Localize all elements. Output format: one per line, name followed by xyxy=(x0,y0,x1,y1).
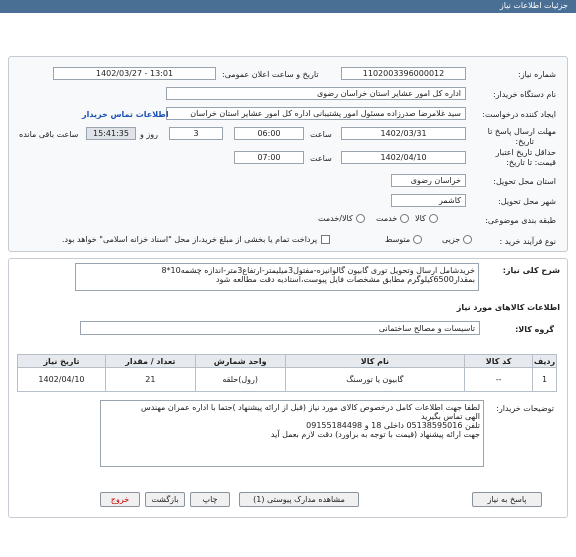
treasury-payment-option[interactable]: پرداخت تمام یا بخشی از مبلغ خرید،از محل "اسناد خزانه اسلامی" خواهد بود. xyxy=(62,235,330,244)
notes-line-1: لطفا جهت اطلاعات کامل درخصوص کالای مورد نیاز (قبل از ارائه پیشنهاد )حتما با اداره عمران مهندس xyxy=(140,403,480,412)
col-code: کد کالا xyxy=(465,355,533,368)
goods-group-label: گروه کالا: xyxy=(515,325,554,334)
page-header xyxy=(0,0,576,13)
validity-date-field: 1402/04/10 xyxy=(341,151,466,164)
col-qty: تعداد / مقدار xyxy=(105,355,195,368)
buyer-notes-label: توضیحات خریدار: xyxy=(496,404,554,413)
radio-medium[interactable] xyxy=(413,235,422,244)
col-unit: واحد شمارش xyxy=(195,355,285,368)
cell-qty: 21 xyxy=(105,368,195,392)
radio-goods[interactable] xyxy=(429,214,438,223)
col-date: تاریخ نیاز xyxy=(18,355,106,368)
col-row: ردیف xyxy=(533,356,556,366)
city-label: شهر محل تحویل: xyxy=(498,197,556,206)
category-option-goods-service[interactable]: کالا/خدمت xyxy=(318,214,365,223)
min-validity-label-date: قیمت: تا تاریخ: xyxy=(506,158,556,167)
buyer-org-label: نام دستگاه خریدار: xyxy=(493,90,556,99)
category-label: طبقه بندی موضوعی: xyxy=(485,216,556,225)
province-field: خراسان رضوی xyxy=(391,174,466,187)
purchase-type-label: نوع فرآیند خرید : xyxy=(499,237,556,246)
cell-date: 1402/04/10 xyxy=(18,368,106,392)
creator-label: ایجاد کننده درخواست: xyxy=(482,110,556,119)
days-remaining-field: 3 xyxy=(169,127,223,140)
goods-table xyxy=(17,354,557,392)
buyer-org-field: اداره کل امور عشایر استان خراسان رضوی xyxy=(166,87,466,100)
description-line-2: بمقدار6500کیلوگرم مطابق مشخصات فایل پیوست،استادیه دقت مطالعه شود xyxy=(215,275,475,284)
description-line-1: خریدشامل ارسال وتحویل توری گابیون گالوانیزه-مفتول3میلیمتر-ارتفاع3متر-اندازه چشمه10*8 xyxy=(161,266,475,275)
view-attachments-button[interactable]: مشاهده مدارک پیوستی (1) xyxy=(239,492,359,507)
print-button[interactable]: چاپ xyxy=(190,492,230,507)
deadline-label-date: تاریخ: xyxy=(515,137,534,146)
cell-code: -- xyxy=(465,368,533,392)
goods-section-title: اطلاعات کالاهای مورد نیاز xyxy=(456,303,560,312)
city-field: کاشمر xyxy=(391,194,466,207)
min-validity-label: حداقل تاریخ اعتبار xyxy=(495,148,556,157)
table-row xyxy=(18,368,557,392)
purchase-type-medium[interactable]: متوسط xyxy=(385,235,422,244)
cell-row: 1 xyxy=(533,368,557,392)
cell-name: گابیون یا تورسنگ xyxy=(285,368,465,392)
notes-line-3: تلفن 05138595016 داخلی 18 و 09155184498 xyxy=(306,421,480,430)
radio-goods-service[interactable] xyxy=(356,214,365,223)
deadline-date-field: 1402/03/31 xyxy=(341,127,466,140)
deadline-time-label: ساعت xyxy=(310,130,332,139)
radio-minor[interactable] xyxy=(463,235,472,244)
category-option-goods[interactable]: کالا xyxy=(415,214,438,223)
creator-field: سید غلامرضا صدرزاده مسئول امور پشتیبانی اداره کل امور عشایر استان خراسان xyxy=(166,107,466,120)
page-title: جزئیات اطلاعات نیاز xyxy=(499,1,568,10)
days-label: روز و xyxy=(140,130,158,139)
deadline-time-field: 06:00 xyxy=(234,127,304,140)
reply-button[interactable]: پاسخ به نیاز xyxy=(472,492,542,507)
need-number-label: شماره نیاز: xyxy=(518,70,556,79)
need-number-field: 1102003396000012 xyxy=(341,67,466,80)
purchase-type-minor[interactable]: جزیی xyxy=(442,235,472,244)
goods-group-field: تاسیسات و مصالح ساختمانی xyxy=(80,321,480,335)
province-label: استان محل تحویل: xyxy=(493,177,556,186)
goods-table-header xyxy=(18,355,557,368)
remaining-time-label: ساعت باقی مانده xyxy=(19,130,79,139)
buyer-contact-link[interactable]: اطلاعات تماس خریدار xyxy=(82,110,169,119)
announce-field: 1402/03/27 - 13:01 xyxy=(53,67,216,80)
validity-time-label: ساعت xyxy=(310,154,332,163)
cell-unit: (رول)حلقه xyxy=(195,368,285,392)
radio-service[interactable] xyxy=(400,214,409,223)
validity-time-field: 07:00 xyxy=(234,151,304,164)
exit-button[interactable]: خروج xyxy=(100,492,140,507)
notes-line-4: جهت ارائه پیشنهاد (قیمت با توجه به براورد) دقت لازم بعمل آید xyxy=(270,430,480,439)
buyer-notes-box xyxy=(100,400,484,467)
col-name: نام کالا xyxy=(285,355,465,368)
category-option-service[interactable]: خدمت xyxy=(376,214,409,223)
announce-label: تاریخ و ساعت اعلان عمومی: xyxy=(222,70,319,79)
notes-line-2: الهی تماس بگیرید xyxy=(420,412,480,421)
description-label: شرح کلی نیاز: xyxy=(502,266,560,275)
treasury-payment-checkbox[interactable] xyxy=(321,235,330,244)
remaining-time-field: 15:41:35 xyxy=(86,127,136,140)
back-button[interactable]: بازگشت xyxy=(145,492,185,507)
deadline-label: مهلت ارسال پاسخ تا xyxy=(487,127,556,136)
description-box xyxy=(75,263,479,291)
